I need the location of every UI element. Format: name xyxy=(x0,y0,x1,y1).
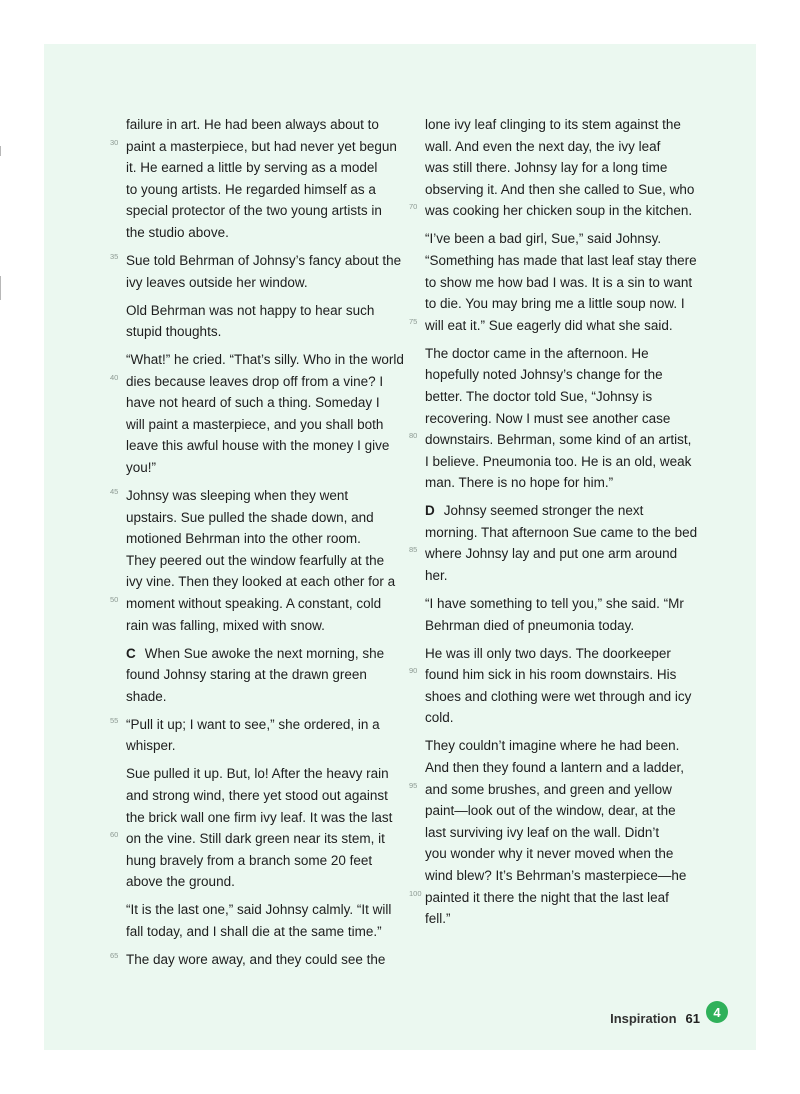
text-line xyxy=(110,250,408,272)
text-line xyxy=(126,664,408,686)
paragraph xyxy=(126,643,408,708)
text-line xyxy=(110,828,408,850)
text-line xyxy=(110,485,408,507)
text-line xyxy=(126,550,408,572)
text-line xyxy=(110,136,408,158)
paragraph xyxy=(409,735,707,929)
line-text: paint a masterpiece, but had never yet begun xyxy=(126,138,397,154)
text-line xyxy=(425,451,707,473)
line-text: failure in art. He had been always about to xyxy=(126,117,379,132)
page xyxy=(44,44,756,1050)
line-number: 95 xyxy=(409,780,418,790)
paragraph xyxy=(110,714,408,757)
text-line xyxy=(425,908,707,930)
text-line xyxy=(425,865,707,887)
text-line xyxy=(126,114,408,136)
line-text: Behrman died of pneumonia today. xyxy=(425,617,635,633)
line-number: 70 xyxy=(409,202,418,212)
text-line xyxy=(110,714,408,736)
line-text: special protector of the two young artists in xyxy=(126,203,382,219)
line-text: “Something has made that last leaf stay there xyxy=(425,252,697,268)
text-line xyxy=(126,349,408,371)
text-line xyxy=(126,643,408,665)
line-text: it. He earned a little by serving as a model xyxy=(126,160,378,176)
page-number: 61 xyxy=(685,1010,700,1026)
line-text: upstairs. Sue pulled the shade down, and xyxy=(126,509,374,525)
paragraph xyxy=(110,250,408,293)
section-letter: D xyxy=(425,503,435,519)
line-text: Johnsy was sleeping when they went xyxy=(126,488,349,504)
line-text: last surviving ivy leaf on the wall. Didn’t xyxy=(425,824,660,840)
line-text: morning. That afternoon Sue came to the bed xyxy=(425,524,698,540)
paragraph xyxy=(110,949,408,971)
line-number: 90 xyxy=(409,666,418,676)
line-text: and some brushes, and green and yellow xyxy=(425,781,672,797)
line-number: 55 xyxy=(110,715,119,725)
line-text: found him sick in his room downstairs. His xyxy=(425,667,677,683)
text-line xyxy=(425,157,707,179)
line-text: to die. You may bring me a little soup now. I xyxy=(425,296,685,312)
line-text: rain was falling, mixed with snow. xyxy=(126,617,325,633)
text-line xyxy=(425,250,707,272)
line-text: They couldn’t imagine where he had been. xyxy=(425,738,680,754)
line-text: shade. xyxy=(126,688,167,704)
line-text: and strong wind, there yet stood out against xyxy=(126,787,388,803)
text-line xyxy=(409,315,707,337)
text-line xyxy=(126,507,408,529)
text-line xyxy=(425,593,707,615)
line-text: have not heard of such a thing. Someday I xyxy=(126,395,380,411)
line-text: cold. xyxy=(425,710,454,726)
line-text: lone ivy leaf clinging to its stem against the xyxy=(425,117,681,132)
line-text: on the vine. Still dark green near its stem, it xyxy=(126,831,385,847)
line-number: 30 xyxy=(110,137,119,147)
text-line xyxy=(425,565,707,587)
line-number: 45 xyxy=(110,487,119,497)
line-text: Sue pulled it up. But, lo! After the heavy rain xyxy=(126,766,389,782)
text-line xyxy=(425,500,707,522)
text-line xyxy=(425,822,707,844)
line-text: ivy vine. Then they looked at each other for a xyxy=(126,574,396,590)
line-text: The doctor came in the afternoon. He xyxy=(425,345,649,361)
line-number: 60 xyxy=(110,830,119,840)
text-line xyxy=(425,800,707,822)
text-line xyxy=(110,371,408,393)
text-line xyxy=(126,921,408,943)
line-text: hopefully noted Johnsy’s change for the xyxy=(425,367,663,383)
text-line xyxy=(126,763,408,785)
line-text: downstairs. Behrman, some kind of an artist, xyxy=(425,432,692,448)
line-text: And then they found a lantern and a ladder, xyxy=(425,759,684,775)
line-text: above the ground. xyxy=(126,874,235,890)
paragraph xyxy=(110,114,408,244)
text-column-right xyxy=(409,114,707,936)
text-line xyxy=(425,364,707,386)
line-text: the brick wall one firm ivy leaf. It was the last xyxy=(126,809,393,825)
line-text: “What!” he cried. “That’s silly. Who in the world xyxy=(126,352,404,368)
line-text: When Sue awoke the next morning, she xyxy=(144,645,385,661)
line-text: shoes and clothing were wet through and icy xyxy=(425,688,692,704)
line-text: moment without speaking. A constant, cold xyxy=(126,596,382,612)
line-text: observing it. And then she called to Sue, who xyxy=(425,181,695,197)
line-text: motioned Behrman into the other room. xyxy=(126,531,361,547)
footer-section-label: Inspiration xyxy=(610,1010,677,1026)
paragraph xyxy=(126,300,408,343)
line-number: 85 xyxy=(409,545,418,555)
line-text: recovering. Now I must see another case xyxy=(425,410,671,426)
line-number: 100 xyxy=(409,888,422,898)
line-text: Old Behrman was not happy to hear such xyxy=(126,302,375,318)
line-text: dies because leaves drop off from a vine? I xyxy=(126,373,384,389)
line-number: 50 xyxy=(110,595,119,605)
text-line xyxy=(425,136,707,158)
line-text: will paint a masterpiece, and you shall both xyxy=(126,416,384,432)
paragraph xyxy=(409,343,707,494)
text-line xyxy=(126,392,408,414)
paragraph xyxy=(110,485,408,636)
text-line xyxy=(425,843,707,865)
line-text: the studio above. xyxy=(126,224,229,240)
line-text: her. xyxy=(425,568,448,584)
line-text: fell.” xyxy=(425,911,451,927)
text-line xyxy=(110,593,408,615)
text-line xyxy=(126,528,408,550)
text-line xyxy=(126,850,408,872)
text-line xyxy=(425,408,707,430)
line-text: wall. And even the next day, the ivy leaf xyxy=(425,138,661,154)
line-text: to young artists. He regarded himself as a xyxy=(126,181,376,197)
line-number: 65 xyxy=(110,950,119,960)
text-line xyxy=(126,615,408,637)
line-number: 40 xyxy=(110,372,119,382)
text-line xyxy=(126,899,408,921)
text-line xyxy=(425,179,707,201)
line-text: found Johnsy staring at the drawn green xyxy=(126,667,367,683)
line-text: Johnsy seemed stronger the next xyxy=(443,503,644,519)
text-line xyxy=(126,414,408,436)
paragraph xyxy=(409,114,707,222)
line-text: “It is the last one,” said Johnsy calmly. “It will xyxy=(126,902,392,918)
text-line xyxy=(409,429,707,451)
line-number: 35 xyxy=(110,251,119,261)
text-line xyxy=(126,179,408,201)
text-line xyxy=(425,686,707,708)
text-line xyxy=(409,887,707,909)
line-text: was cooking her chicken soup in the kitchen. xyxy=(425,203,693,219)
line-text: I believe. Pneumonia too. He is an old, weak xyxy=(425,453,692,469)
text-line xyxy=(425,707,707,729)
line-text: He was ill only two days. The doorkeeper xyxy=(425,645,671,661)
text-line xyxy=(126,272,408,294)
text-line xyxy=(409,664,707,686)
text-line xyxy=(126,200,408,222)
line-text: “Pull it up; I want to see,” she ordered, in a xyxy=(126,716,380,732)
line-text: to show me how bad I was. It is a sin to want xyxy=(425,274,693,290)
paragraph xyxy=(110,349,408,479)
line-text: The day wore away, and they could see the xyxy=(126,951,386,967)
text-line xyxy=(110,949,408,971)
text-line xyxy=(425,272,707,294)
line-text: you wonder why it never moved when the xyxy=(425,846,674,862)
paragraph xyxy=(126,899,408,942)
text-line xyxy=(409,779,707,801)
line-text: fall today, and I shall die at the same time.” xyxy=(126,923,382,939)
text-line xyxy=(425,735,707,757)
line-text: was still there. Johnsy lay for a long time xyxy=(425,160,668,176)
line-text: whisper. xyxy=(126,738,176,754)
text-line xyxy=(126,435,408,457)
paragraph xyxy=(409,228,707,336)
text-line xyxy=(126,457,408,479)
text-line xyxy=(126,871,408,893)
paragraph xyxy=(409,643,707,729)
text-line xyxy=(425,472,707,494)
line-text: They peered out the window fearfully at the xyxy=(126,552,385,568)
text-line xyxy=(126,321,408,343)
line-text: paint—look out of the window, dear, at the xyxy=(425,803,676,819)
text-line xyxy=(126,807,408,829)
text-line xyxy=(425,522,707,544)
line-number: 80 xyxy=(409,431,418,441)
page-footer xyxy=(610,1004,728,1029)
line-text: ivy leaves outside her window. xyxy=(126,274,308,290)
text-line xyxy=(126,222,408,244)
line-text: where Johnsy lay and put one arm around xyxy=(425,546,678,562)
line-text: wind blew? It’s Behrman’s masterpiece—he xyxy=(425,867,687,883)
text-line xyxy=(409,200,707,222)
text-line xyxy=(425,114,707,136)
paragraph xyxy=(409,500,707,586)
text-line xyxy=(126,571,408,593)
line-text: “I have something to tell you,” she said. “Mr xyxy=(425,596,684,612)
edge-mark xyxy=(0,146,1,156)
text-line xyxy=(425,757,707,779)
text-line xyxy=(409,543,707,565)
text-line xyxy=(425,343,707,365)
line-text: leave this awful house with the money I give xyxy=(126,438,390,454)
line-number: 75 xyxy=(409,316,418,326)
line-text: better. The doctor told Sue, “Johnsy is xyxy=(425,388,653,404)
paragraph xyxy=(425,593,707,636)
line-text: Sue told Behrman of Johnsy’s fancy about the xyxy=(126,252,402,268)
text-line xyxy=(126,785,408,807)
line-text: painted it there the night that the last leaf xyxy=(425,889,669,905)
line-text: hung bravely from a branch some 20 feet xyxy=(126,852,373,868)
section-letter: C xyxy=(126,645,136,661)
text-line xyxy=(126,686,408,708)
text-line xyxy=(126,300,408,322)
text-line xyxy=(126,735,408,757)
line-text: man. There is no hope for him.” xyxy=(425,475,614,491)
text-line xyxy=(425,643,707,665)
text-column-left xyxy=(110,114,408,977)
edge-mark xyxy=(0,276,1,300)
text-line xyxy=(425,228,707,250)
unit-badge: 4 xyxy=(706,1001,728,1023)
line-text: stupid thoughts. xyxy=(126,324,222,340)
line-text: “I’ve been a bad girl, Sue,” said Johnsy. xyxy=(425,231,662,247)
text-line xyxy=(425,615,707,637)
text-line xyxy=(126,157,408,179)
text-line xyxy=(425,386,707,408)
text-line xyxy=(425,293,707,315)
paragraph xyxy=(110,763,408,893)
line-text: will eat it.” Sue eagerly did what she said. xyxy=(425,317,673,333)
line-text: you!” xyxy=(126,460,157,476)
